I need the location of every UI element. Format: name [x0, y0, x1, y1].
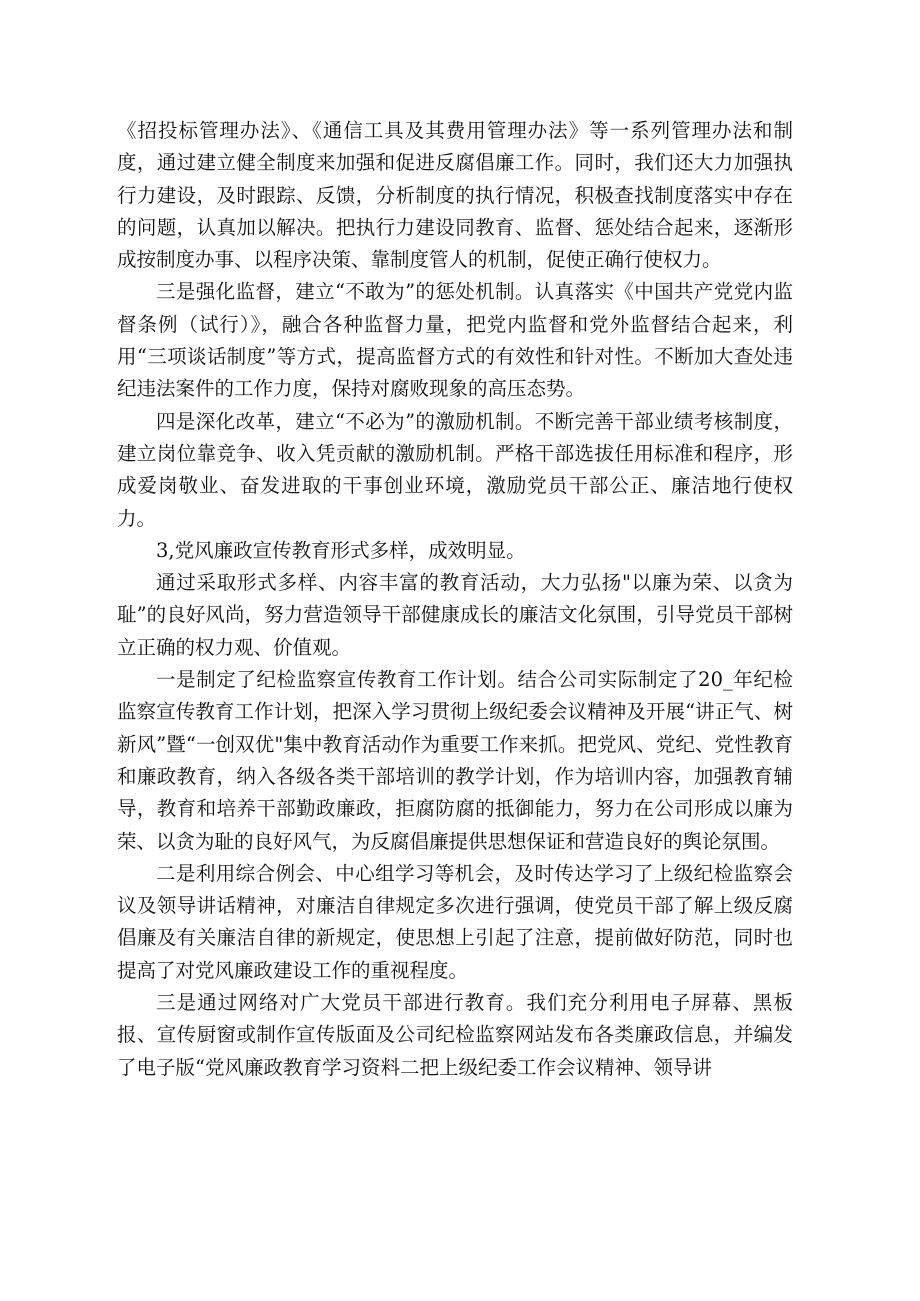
paragraph-8: 三是通过网络对广大党员干部进行教育。我们充分利用电子屏幕、黑板报、宣传厨窗或制作宣传版面及公司纪检监察网站发布各类廉政信息，并编发了电子版“党风廉政教育学习资料二把上级纪委工作会议精神、领导讲	[117, 991, 793, 1079]
paragraph-5: 通过采取形式多样、内容丰富的教育活动，大力弘扬"以廉为荣、以贪为耻”的良好风尚，努力营造领导干部健康成长的廉洁文化氛围，引导党员干部树立正确的权力观、价值观。	[117, 571, 793, 659]
paragraph-6: 一是制定了纪检监察宣传教育工作计划。结合公司实际制定了20_年纪检监察宣传教育工作计划，把深入学习贯彻上级纪委会议精神及开展“讲正气、树新风”暨“一创双优"集中教育活动作为重要工作来抓。把党风、党纪、党性教育和廉政教育，纳入各级各类干部培训的教学计划，作为培训内容，加强教育辅导，教育和培养干部勤政廉政，拒腐防腐的抵御能力，努力在公司形成以廉为荣、以贪为耻的良好风气，为反腐倡廉提供思想保证和营造良好的舆论氛围。	[117, 668, 793, 853]
paragraph-7: 二是利用综合例会、中心组学习等机会，及时传达学习了上级纪检监察会议及领导讲话精神，对廉洁自律规定多次进行强调，使党员干部了解上级反腐倡廉及有关廉洁自律的新规定，使思想上引起了注意，提前做好防范，同时也提高了对党风廉政建设工作的重视程度。	[117, 861, 793, 982]
paragraph-4-heading: 3,党风廉政宣传教育形式多样，成效明显。	[156, 538, 526, 562]
paragraph-2: 三是强化监督，建立“不敢为”的惩处机制。认真落实《中国共产党党内监督条例（试行）》，融合各种监督力量，把党内监督和党外监督结合起来，利用“三项谈话制度”等方式，提高监督方式的有效性和针对性。不断加大查处违纪违法案件的工作力度，保持对腐败现象的高压态势。	[117, 280, 793, 401]
paragraph-3: 四是深化改革，建立“不必为”的激励机制。不断完善干部业绩考核制度，建立岗位靠竞争、收入凭贡献的激励机制。严格干部选拔任用标准和程序，形成爱岗敬业、奋发进取的干事创业环境，激励党员干部公正、廉洁地行使权力。	[117, 409, 793, 530]
document-body	[117, 115, 793, 1084]
paragraph-1: 《招投标管理办法》、《通信工具及其费用管理办法》等一系列管理办法和制度，通过建立健全制度来加强和促进反腐倡廉工作。同时，我们还大力加强执行力建设，及时跟踪、反馈，分析制度的执行情况，积极查找制度落实中存在的问题，认真加以解决。把执行力建设同教育、监督、惩处结合起来，逐渐形成按制度办事、以程序决策、靠制度管人的机制，促使正确行使权力。	[117, 119, 793, 272]
